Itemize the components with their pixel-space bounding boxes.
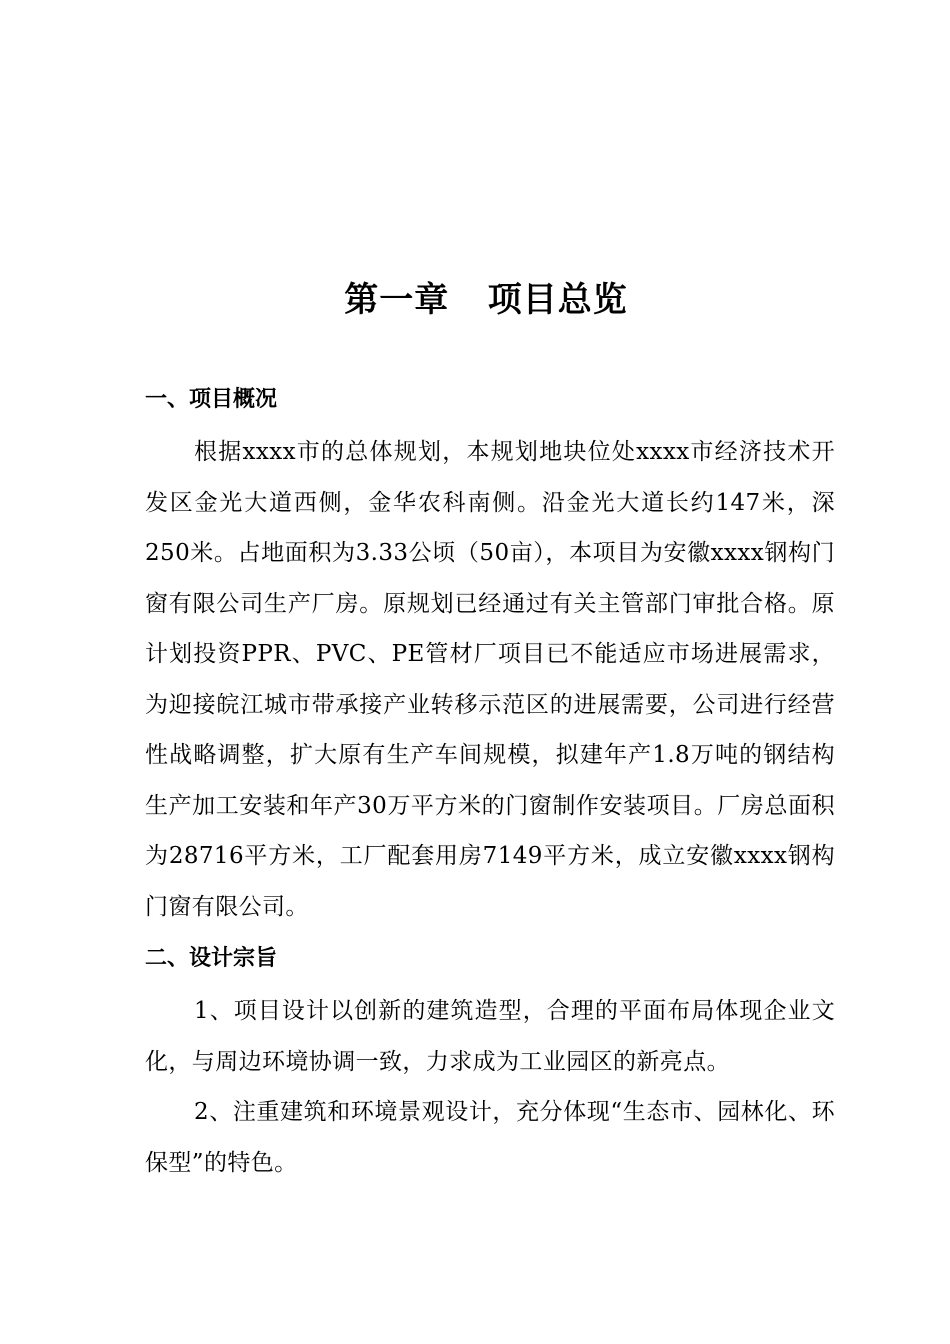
document-body [145, 373, 835, 1188]
chapter-title: 第一章 项目总览 [344, 280, 628, 320]
paragraph-overview: 根据xxxx市的总体规划，本规划地块位处xxxx市经济技术开发区金光大道西侧，金华农科南侧。沿金光大道长约147米，深250米。占地面积为3.33公顷（50亩），本项目为安徽xxxx钢构门窗有限公司生产厂房。原规划已经通过有关主管部门审批合格。原计划投资PPR、PVC、PE管材厂项目已不能适应市场进展需求，为迎接皖江城市带承接产业转移示范区的进展需要，公司进行经营性战略调整，扩大原有生产车间规模，拟建年产1.8万吨的钢结构生产加工安装和年产30万平方米的门窗制作安装项目。厂房总面积为28716平方米，工厂配套用房7149平方米，成立安徽xxxx钢构门窗有限公司。 [145, 439, 835, 920]
section-heading-design-purpose: 二、设计宗旨 [145, 946, 278, 971]
section-design-purpose [145, 932, 835, 1188]
section-overview [145, 373, 835, 932]
paragraph-design-point-2: 2、注重建筑和环境景观设计，充分体现“生态市、园林化、环保型”的特色。 [145, 1099, 835, 1176]
section-heading-overview: 一、项目概况 [145, 387, 278, 412]
paragraph-design-point-1: 1、项目设计以创新的建筑造型，合理的平面布局体现企业文化，与周边环境协调一致，力求成为工业园区的新亮点。 [145, 998, 835, 1075]
